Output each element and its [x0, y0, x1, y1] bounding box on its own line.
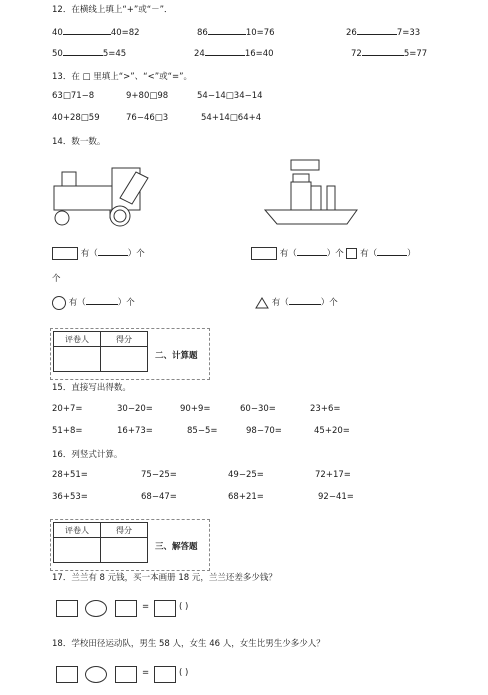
q15-item: 45+20= — [314, 426, 350, 436]
grader-box-1 — [50, 328, 210, 380]
rectangle-icon — [52, 247, 78, 260]
count-circle: 有（ ）个 — [52, 295, 135, 310]
fill-blank[interactable] — [63, 25, 111, 35]
q15-item: 23+6= — [310, 404, 341, 414]
result-box[interactable] — [154, 600, 176, 617]
ship-figure — [263, 158, 363, 228]
section-title-3: 三、解答题 — [155, 542, 198, 552]
score-label: 得分 — [101, 523, 148, 538]
rectangle-icon — [251, 247, 277, 260]
q13-item-6[interactable]: 54+14□64+4 — [201, 113, 262, 123]
fill-blank[interactable] — [362, 46, 404, 56]
q13-item-5[interactable]: 76−46□3 — [126, 113, 169, 123]
q16-item: 36+53= — [52, 492, 88, 502]
grader-label: 评卷人 — [54, 523, 101, 538]
count-rectangle: 有（ ）个 — [52, 246, 145, 260]
operator-circle[interactable] — [85, 666, 107, 683]
grader-box-2 — [50, 519, 210, 571]
q12-item-3: 26 7=33 — [346, 25, 420, 38]
number-box[interactable] — [115, 666, 137, 683]
q12-item-5: 24 16=40 — [194, 46, 274, 59]
q15-item: 30−20= — [117, 404, 153, 414]
fill-blank[interactable] — [208, 25, 246, 35]
unit-paren[interactable]: ( ) — [179, 602, 189, 612]
q16-item: 68+21= — [228, 492, 264, 502]
number-box[interactable] — [56, 600, 78, 617]
score-cell[interactable] — [101, 538, 148, 563]
answer-blank[interactable] — [297, 246, 327, 256]
fill-blank[interactable] — [205, 46, 245, 56]
q13-item-4[interactable]: 40+28□59 — [52, 113, 100, 123]
grader-table — [53, 522, 148, 563]
q12-item-1: 40 40=82 — [52, 25, 140, 38]
grader-cell[interactable] — [54, 347, 101, 372]
score-label: 得分 — [101, 332, 148, 347]
grader-cell[interactable] — [54, 538, 101, 563]
operator-circle[interactable] — [85, 600, 107, 617]
count-triangle: 有（ ）个 — [255, 295, 338, 309]
grader-table — [53, 331, 148, 372]
q16-item: 75−25= — [141, 470, 177, 480]
q16-item: 68−47= — [141, 492, 177, 502]
q12-item-6: 72 5=77 — [351, 46, 427, 59]
q16-title: 16．列竖式计算。 — [52, 450, 123, 460]
fill-blank[interactable] — [357, 25, 397, 35]
grader-label: 评卷人 — [54, 332, 101, 347]
score-cell[interactable] — [101, 347, 148, 372]
q15-item: 85−5= — [187, 426, 218, 436]
square-icon — [346, 248, 357, 259]
q13-item-1[interactable]: 63□71−8 — [52, 91, 95, 101]
q12-title: 12．在横线上填上“+”或“－”． — [52, 5, 173, 15]
q18-title: 18．学校田径运动队，男生 58 人，女生 46 人，女生比男生少多少人？ — [52, 639, 325, 649]
q12-item-4: 50 5=45 — [52, 46, 126, 59]
q13-item-3[interactable]: 54−14□34−14 — [197, 91, 263, 101]
number-box[interactable] — [115, 600, 137, 617]
q17-title: 17．兰兰有 8 元钱，买一本画册 18 元，兰兰还差多少钱？ — [52, 573, 277, 583]
q14-title: 14．数一数。 — [52, 137, 106, 147]
fill-blank[interactable] — [63, 46, 103, 56]
q15-title: 15．直接写出得数。 — [52, 383, 131, 393]
answer-blank[interactable] — [289, 295, 321, 305]
answer-blank[interactable] — [377, 246, 407, 256]
q13-item-2[interactable]: 9+80□98 — [126, 91, 169, 101]
q15-item: 90+9= — [180, 404, 211, 414]
tractor-figure — [52, 158, 162, 230]
unit-paren[interactable]: ( ) — [179, 668, 189, 678]
q15-item: 98−70= — [246, 426, 282, 436]
q15-item: 16+73= — [117, 426, 153, 436]
q12-item-2: 86 10=76 — [197, 25, 275, 38]
equals-sign: = — [142, 668, 150, 678]
answer-blank[interactable] — [98, 246, 128, 256]
number-box[interactable] — [56, 666, 78, 683]
result-box[interactable] — [154, 666, 176, 683]
q13-title: 13．在 □ 里填上“>”、“<”或“=”。 — [52, 72, 193, 82]
q16-item: 49−25= — [228, 470, 264, 480]
answer-blank[interactable] — [86, 295, 118, 305]
q15-item: 20+7= — [52, 404, 83, 414]
count-rectangle-2: 有（ ）个 有（ ） — [251, 246, 416, 260]
q16-item: 92−41= — [318, 492, 354, 502]
section-title-2: 二、计算题 — [155, 351, 198, 361]
q16-item: 28+51= — [52, 470, 88, 480]
q15-item: 60−30= — [240, 404, 276, 414]
q16-item: 72+17= — [315, 470, 351, 480]
count-wrap-label: 个 — [52, 274, 61, 284]
equals-sign: = — [142, 602, 150, 612]
circle-icon — [52, 296, 66, 310]
triangle-icon — [255, 297, 269, 309]
q15-item: 51+8= — [52, 426, 83, 436]
